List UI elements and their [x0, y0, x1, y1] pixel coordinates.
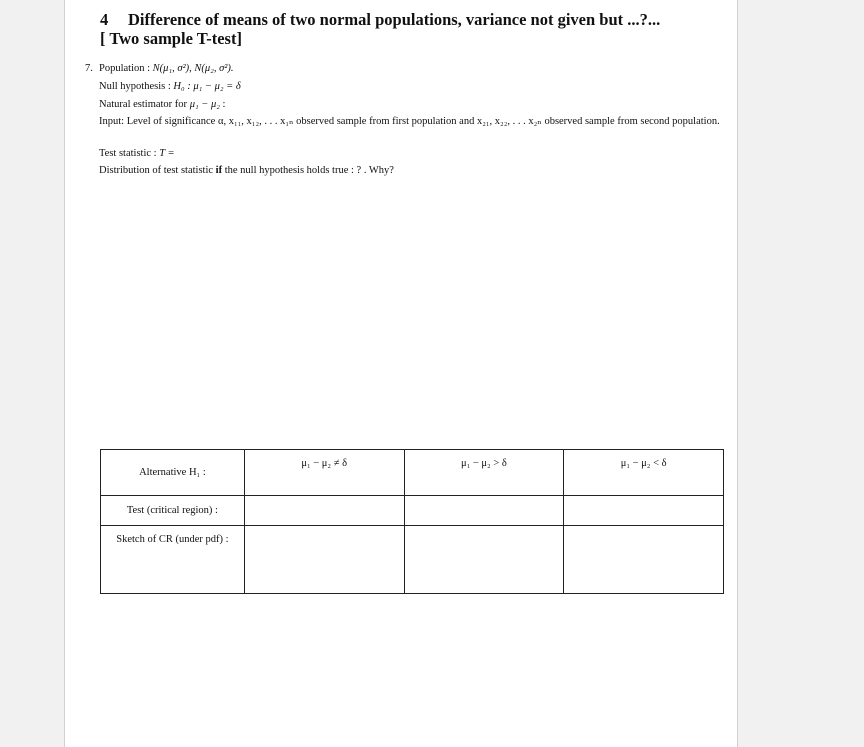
test-region-label: Test (critical region) :	[101, 496, 245, 526]
section-number: 4	[100, 10, 109, 29]
sketch-cell-3	[564, 526, 724, 594]
section-subtitle: [ Two sample T-test]	[100, 29, 242, 48]
estimator-math: μ₁ − μ₂	[189, 99, 220, 110]
estimator-label: Natural estimator for	[99, 99, 188, 110]
test-region-cell-2	[404, 496, 564, 526]
test-region-cell-3	[564, 496, 724, 526]
section-title: Difference of means of two normal populations, variance not given but ...?...	[128, 10, 661, 29]
alternative-greater: μ₁ − μ₂ > δ	[404, 450, 564, 496]
test-statistic-line	[99, 147, 175, 161]
distribution-line	[99, 164, 394, 178]
distribution-prefix: Distribution of test statistic	[99, 165, 214, 176]
null-hypothesis-math: H₀ : μ₁ − μ₂ = δ	[173, 81, 241, 92]
null-hypothesis-label: Null hypothesis :	[99, 81, 171, 92]
estimator-suffix: :	[222, 99, 226, 110]
item-number: 7.	[85, 63, 93, 74]
population-label: Population :	[99, 63, 151, 74]
test-statistic-math: T =	[159, 148, 175, 159]
table-row-test	[101, 496, 724, 526]
test-region-cell-1	[244, 496, 404, 526]
table-row-alternative	[101, 450, 724, 496]
distribution-if: if	[215, 165, 223, 176]
section-heading	[100, 10, 730, 48]
estimator-line	[99, 98, 225, 112]
alternative-label: Alternative H₁ :	[101, 450, 245, 496]
population-math: N(μ₁, σ²), N(μ₂, σ²).	[152, 63, 234, 74]
null-hypothesis-line	[99, 80, 241, 94]
population-line	[99, 62, 234, 76]
distribution-suffix: the null hypothesis holds true : ? . Why?	[224, 165, 394, 176]
table-row-sketch	[101, 526, 724, 594]
sketch-cell-2	[404, 526, 564, 594]
sketch-label: Sketch of CR (under pdf) :	[101, 526, 245, 594]
input-text: Input: Level of significance α, x₁₁, x₁₂, . . . x₁ₙ observed sample from first population and x₂₁, x₂₂, . . . x₂ₙ observed sample from second population.	[99, 116, 720, 127]
test-statistic-label: Test statistic :	[99, 148, 157, 159]
alternative-two-sided: μ₁ − μ₂ ≠ δ	[244, 450, 404, 496]
section-title-line1	[100, 10, 730, 29]
document-page	[64, 0, 738, 747]
critical-region-table	[100, 449, 724, 594]
alternative-less: μ₁ − μ₂ < δ	[564, 450, 724, 496]
sketch-cell-1	[244, 526, 404, 594]
